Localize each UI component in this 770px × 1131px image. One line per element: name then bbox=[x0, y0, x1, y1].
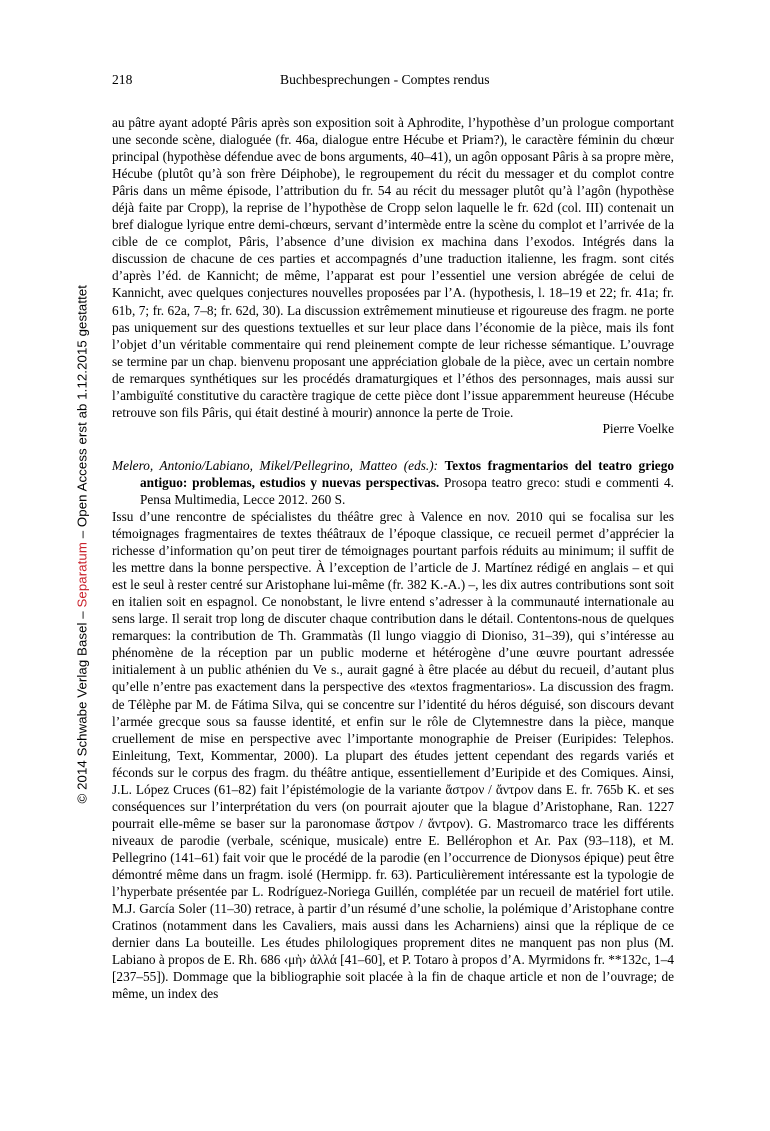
copyright-sidebar bbox=[75, 184, 90, 804]
review-one-signature: Pierre Voelke bbox=[602, 420, 674, 436]
page-number: 218 bbox=[112, 72, 133, 87]
running-head bbox=[112, 72, 674, 90]
review-two-body: Issu d’une rencontre de spécialistes du théâtre grec à Valence en nov. 2010 qui se focalisa sur les témoignages fragmentaires de textes théâtraux de l’époque classique, ce recueil permet d’apprécier la richesse d’information qu’on peut tirer de témoignages pourtant parfois réduits au minimum; il suffit de les mettre dans la bonne perspective. À l’exception de l’article de J. Martínez rédigé en anglais – et qui est le seul à rester centré sur Aristophane lui-même (fr. 382 K.-A.) –, les dix autres contributions sont soit en italien soit en espagnol. Ce nonobstant, le livre entend s’adresser à la communauté internationale au sens large. Il serait trop long de discuter chaque contribution dans le détail. Contentons-nous de quelques remarques: la contribution de Th. Grammatàs (Il lungo viaggio di Dioniso, 31–39), qui s’intéresse au phénomène de la réception par un public moderne et hétérogène d’une œuvre pourtant adressée initialement à un public athénien du Ve s., aurait gagné à être placée au début du recueil, d’autant plus qu’elle n’entre pas exactement dans la perspective des «textos fragmentarios». La discussion des fragm. de Télèphe par M. de Fátima Silva, qui se concentre sur l’identité du héros déguisé, son discours devant l’armée grecque sous sa fausse identité, et enfin sur le rôle de Clytemnestre dans la pièce, manque cruellement de mise en perspective avec l’importante monographie de Preiser (Euripides: Telephos. Einleitung, Text, Kommentar, 2000). La plupart des études jettent cependant des regards variés et féconds sur le corpus des fragm. du théâtre antique, essentiellement d’Euripide et des Comiques. Ainsi, J.L. López Cruces (61–82) fait l’épistémologie de la variante ἄστρον / ἄντρον dans E. fr. 765b K. et ses conséquences sur l’interprétation du vers (on pourrait ajouter que la blague d’Aristophane, Ran. 1227 pourrait elle-même se baser sur la paronomase ἄστρον / ἄντρον). G. Mastromarco trace les différents niveaux de parodie (verbale, scénique, musicale) entre E. Bellérophon et Ar. Pax (93–118), et M. Pellegrino (141–61) fait voir que le procédé de la parodie (en l’occurrence de Dionysos épique) peut être démontré même dans un fragm. isolé (Hermipp. fr. 63). Particulièrement intéressante est la typologie de l’hyperbate présentée par L. Rodríguez-Noriega Guillén, complétée par un recueil de matériel fort utile. M.J. García Soler (11–30) retrace, à partir d’un résumé d’une scholie, la polémique d’Aristophane contre Cratinos (notamment dans les Cavaliers, mais aussi dans les Acharniens) ainsi que la réplique de ce dernier dans La bouteille. Les études philologiques proprement dites ne manquent pas non plus (M. Labiano à propos de E. Rh. 686 ‹μὴ› ἀλλά [41–60], et P. Totaro à propos d’A. Myrmidons fr. **132c, 1–4 [237–55]). Dommage que la bibliographie soit placée à la fin de chaque article et non de l’ouvrage; de même, un index des bbox=[112, 508, 674, 1002]
review-two-title: Textos fragmentarios del teatro griego antiguo: problemas, estudios y nuevas perspectivas. bbox=[140, 457, 674, 490]
review-two-authors: Melero, Antonio/Labiano, Mikel/Pellegrino, Matteo (eds.): bbox=[112, 457, 445, 473]
review-two-heading bbox=[112, 457, 674, 508]
review-two-series: Prosopa teatro greco: studi e commenti 4. Pensa Multimedia, Lecce 2012. 260 S. bbox=[140, 474, 674, 507]
review-one-body: au pâtre ayant adopté Pâris après son exposition soit à Aphrodite, l’hypothèse d’un prologue comportant une seconde scène, dialoguée (fr. 46a, dialogue entre Hécube et Priam?), le caractère féminin du chœur principal (hypothèse défendue avec de bons arguments, 40–41), un agôn opposant Pâris à sa propre mère, Hécube (plutôt qu’à son frère Déiphobe), le regroupement du récit du messager et du complot contre Pâris dans un même épisode, l’attribution du fr. 54 au récit du messager plutôt qu’à l’agôn (hypothèse déjà faite par Cropp), la reprise de l’hypothèse de Cropp selon laquelle le fr. 62d (col. III) contenait un bref dialogue lyrique entre demi-chœurs, servant d’intermède entre la scène du complot et l’arrivée de la cible de ce complot, Pâris, l’absence d’une division ex machina dans l’exodos. Intégrés dans la discussion de chacune de ces parties et accompagnés d’une traduction italienne, les fragm. sont cités d’après l’éd. de Kannicht; de même, l’apparat est pour l’essentiel une version abrégée de celui de Kannicht, avec quelques conjectures nouvelles proposées par l’A. (hypothesis, l. 18–19 et 22; fr. 41a; fr. 61b, 7; fr. 62a, 7–8; fr. 62d, 30). La discussion extrêmement minutieuse et rigoureuse des fragm. ne porte pas uniquement sur des questions textuelles et sur leur place dans l’économie de la pièce, mais ils font l’objet d’un véritable commentaire qui rend pleinement compte de leur richesse sémantique. L’ouvrage se termine par un chap. bienvenu proposant une appréciation globale de la pièce, avec un certain nombre de remarques synthétiques sur les procédés dramaturgiques et l’éthos des personnages, mais aussi sur l’ambiguïté constitutive du caractère tragique de cette pièce dont l’issue apparemment heureuse (Hécube retrouve son fils Pâris, qui était destiné à mourir) annonce la perte de Troie. bbox=[112, 115, 674, 420]
copyright-suffix: – Open Access erst ab 1.12.2015 gestattet bbox=[74, 284, 90, 543]
running-title: Buchbesprechungen - Comptes rendus bbox=[280, 72, 490, 87]
separatum-label: Separatum bbox=[74, 542, 90, 608]
copyright-prefix: © 2014 Schwabe Verlag Basel – bbox=[74, 607, 90, 804]
page-content bbox=[112, 72, 674, 1002]
